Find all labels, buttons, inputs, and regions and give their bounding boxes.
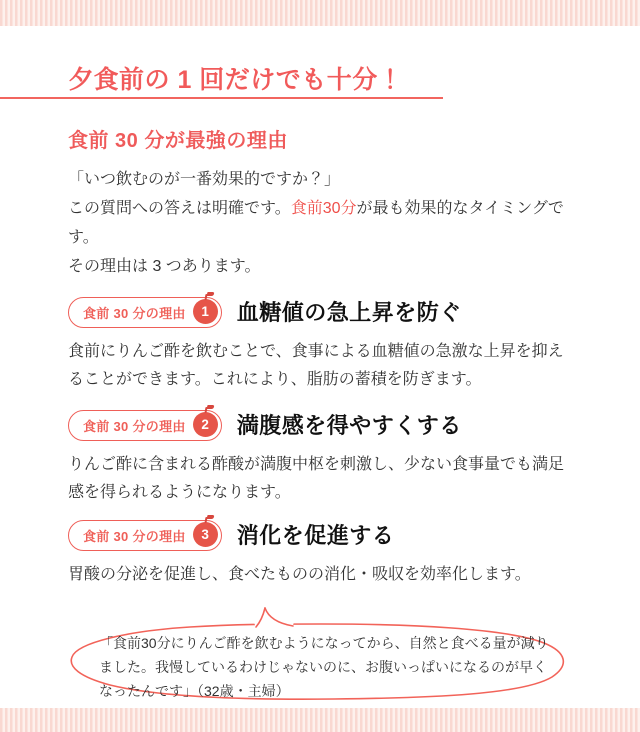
reason-2-badge	[68, 410, 222, 441]
reason-1-body: 食前にりんご酢を飲むことで、食事による血糖値の急激な上昇を抑えることができます。これにより、脂肪の蓄積を防ぎます。	[68, 342, 564, 388]
apple-leaf-icon	[206, 405, 214, 409]
reason-3-body: 胃酸の分泌を促進し、食べたものの消化・吸収を効率化します。	[68, 565, 531, 583]
title-underline	[0, 97, 443, 99]
intro-line-1: 「いつ飲むのが一番効果的ですか？」	[68, 170, 341, 188]
reason-badge-label: 食前 30 分の理由	[83, 306, 186, 322]
apple-number-icon	[193, 522, 218, 547]
top-stripe-border	[0, 0, 640, 26]
reason-2-body: りんご酢に含まれる酢酸が満腹中枢を刺激し、少ない食事量でも満足感を得られるようになります。	[68, 455, 565, 501]
apple-number-icon	[193, 299, 218, 324]
apple-leaf-icon	[206, 292, 214, 296]
reason-section-3	[68, 520, 572, 589]
section-heading: 食前 30 分が最強の理由	[68, 129, 288, 152]
title-block	[68, 66, 572, 95]
page-title: 夕食前の 1 回だけでも十分！	[68, 66, 404, 94]
reason-2-header	[68, 410, 572, 442]
reason-3-header	[68, 520, 572, 552]
reason-section-1	[68, 297, 572, 394]
testimonial-text: 「食前30分にりんご酢を飲むようになってから、自然と食べる量が減りました。我慢しているわけじゃないのに、お腹いっぱいになるのが早くなったんです」（32歳・主婦）	[99, 634, 549, 699]
main-content	[0, 26, 640, 703]
apple-number-icon	[193, 412, 218, 437]
intro-highlight: 食前30分	[290, 199, 357, 217]
reason-badge-label: 食前 30 分の理由	[83, 529, 186, 545]
testimonial-bubble	[68, 601, 572, 703]
reason-1-heading: 血糖値の急上昇を防ぐ	[236, 299, 462, 325]
intro-line-2-pre: この質問への答えは明確です。	[68, 199, 291, 217]
intro-line-3: その理由は 3 つあります。	[68, 257, 261, 275]
reason-2-number: 2	[201, 416, 209, 432]
reason-section-2	[68, 410, 572, 507]
reason-1-badge	[68, 297, 222, 328]
intro-line-2	[68, 194, 572, 252]
reason-3-badge	[68, 520, 222, 551]
reason-badge-label: 食前 30 分の理由	[83, 419, 186, 435]
apple-leaf-icon	[206, 515, 214, 519]
reason-1-header	[68, 297, 572, 329]
reason-3-heading: 消化を促進する	[236, 522, 395, 548]
intro-line-2-post: が最も効果的なタイミングです。	[68, 199, 564, 246]
intro-paragraph	[68, 165, 572, 281]
reason-3-number: 3	[201, 526, 209, 542]
bottom-stripe-border	[0, 708, 640, 732]
reason-2-heading: 満腹感を得やすくする	[236, 412, 462, 438]
reason-1-number: 1	[201, 303, 209, 319]
